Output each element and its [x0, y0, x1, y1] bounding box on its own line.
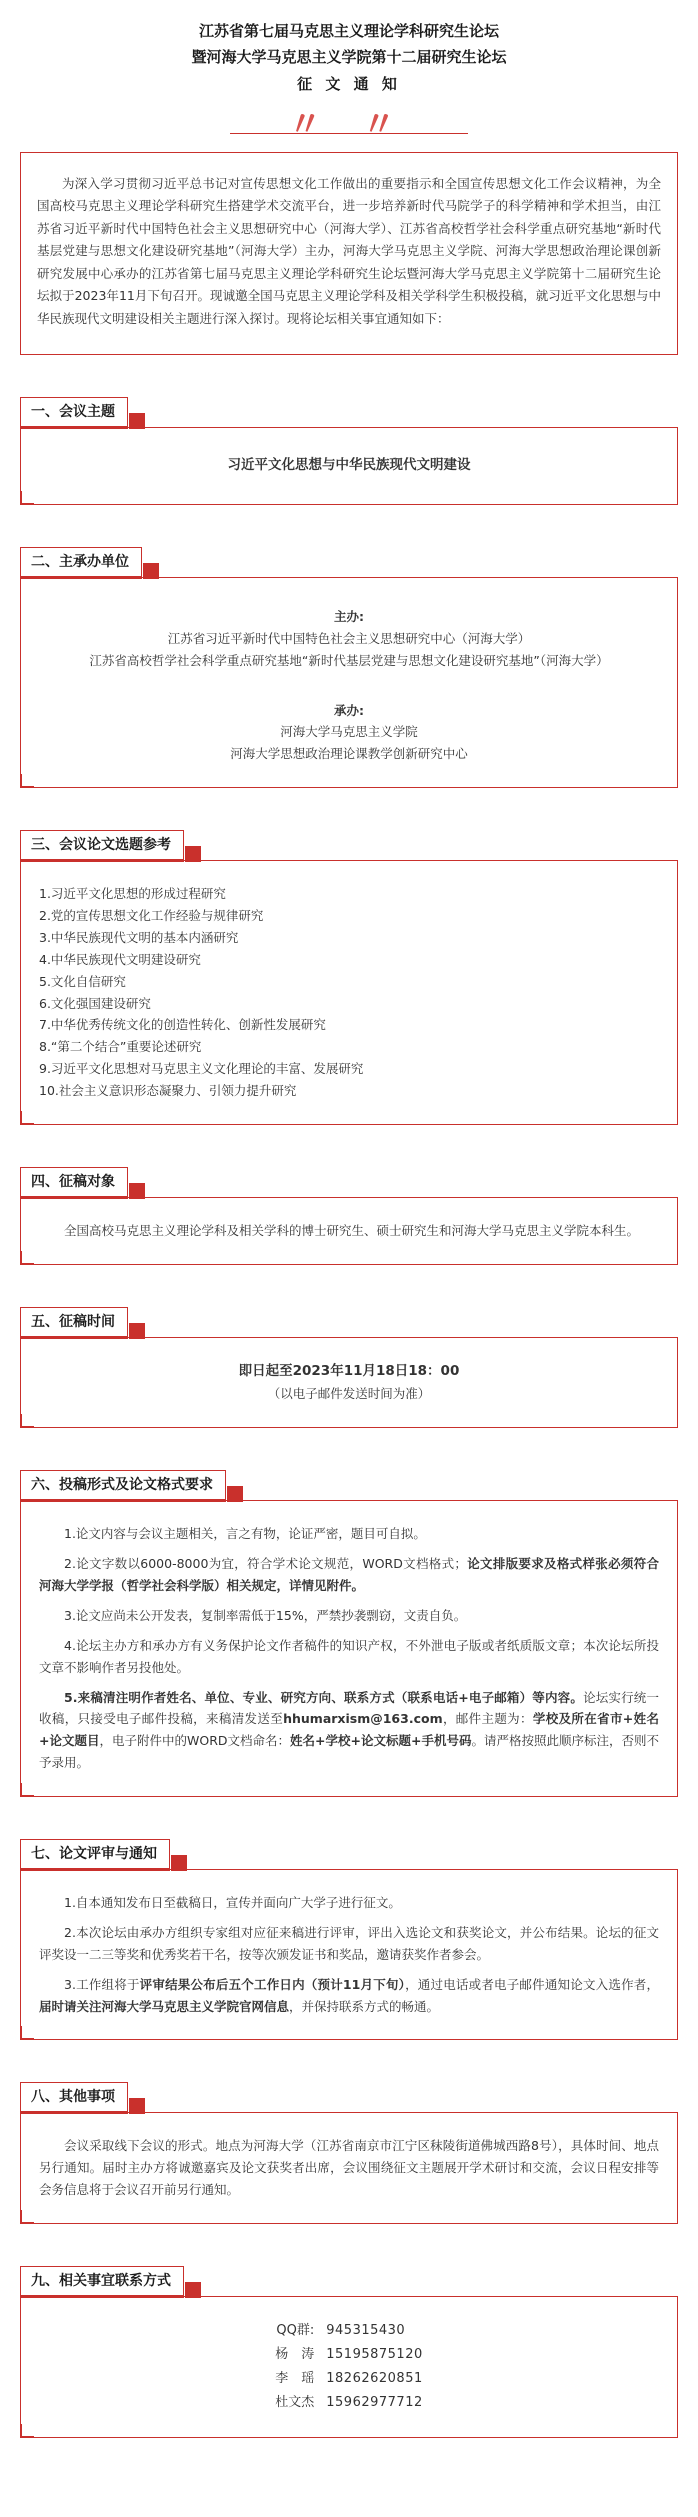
list-item: 9.习近平文化思想对马克思主义文化理论的丰富、发展研究 — [39, 1061, 364, 1077]
table-row — [269, 2391, 429, 2415]
intro-box — [20, 152, 678, 356]
review-item-1: 1.自本通知发布日至截稿日，宣传并面向广大学子进行征文。 — [64, 1895, 401, 1910]
section-deadline — [20, 1307, 678, 1429]
list-item: 5.文化自信研究 — [39, 973, 126, 989]
review-item-2: 2.本次论坛由承办方组织专家组对应征来稿进行评审，评出入选论文和获奖论文，并公布结果。论坛的征文评奖设一二三等奖和优秀奖若干名，按等次颁发证书和奖品，邀请获奖作者参会。 — [39, 1924, 659, 1962]
section-title: 二、主承办单位 — [20, 547, 142, 579]
format-item-5-text: 。请严格按照此顺序标注，否则不予录用。 — [39, 1733, 659, 1771]
host-item: 江苏省高校哲学社会科学重点研究基地“新时代基层党建与思想文化建设研究基地”（河海大学） — [89, 652, 609, 668]
list-item: 10.社会主义意识形态凝聚力、引领力提升研究 — [39, 1083, 297, 1098]
format-item-5-highlight: 5.来稿清注明作者姓名、单位、专业、研究方向、联系方式（联系电话+电子邮箱）等内容。 — [64, 1689, 584, 1705]
section-body — [20, 1869, 678, 2040]
section-body — [20, 2296, 678, 2438]
section-theme — [20, 397, 678, 505]
organizer-label: 承办: — [334, 702, 364, 718]
format-item-5-text: ，邮件主题为： — [442, 1711, 533, 1727]
section-title: 五、征稿时间 — [20, 1307, 128, 1339]
host-label: 主办: — [334, 608, 364, 624]
format-item-2-highlight: 论文排版要求及格式样张必须符合河海大学学报（哲学社会科学版）相关规定，详情见附件。 — [39, 1556, 659, 1593]
section-title: 七、论文评审与通知 — [20, 1839, 170, 1871]
email-subject-format: 学校及所在省市+姓名+论文题目 — [39, 1711, 659, 1749]
contact-label: QQ群: — [276, 2323, 315, 2338]
section-title: 四、征稿对象 — [20, 1167, 128, 1199]
section-body — [20, 1197, 678, 1265]
section-title: 三、会议论文选题参考 — [20, 830, 184, 862]
section-body — [20, 1337, 678, 1429]
contact-table — [269, 2319, 429, 2415]
review-item-3-text: 3.工作组将于 — [64, 1976, 140, 1992]
host-item: 江苏省习近平新时代中国特色社会主义思想研究中心（河海大学） — [167, 630, 531, 646]
format-item-2-text: 2.论文字数以6000-8000为宜，符合学术论文规范，WORD文档格式； — [64, 1556, 467, 1572]
section-body — [20, 577, 678, 788]
format-item-5 — [39, 1687, 659, 1775]
intro-text: 为深入学习贯彻习近平总书记对宣传思想文化工作做出的重要指示和全国宣传思想文化工作会议精神，为全国高校马克思主义理论学科研究生搭建学术交流平台，进一步培养新时代马院学子的科学精神和学术担当，由江苏省习近平新时代中国特色社会主义思想研究中心（河海大学）、江苏省高校哲学社会科学重点研究基地“新时代基层党建与思想文化建设研究基地”（河海大学）主办，河海大学马克思主义学院、河海大学思想政治理论课创新研究发展中心承办的江苏省第七届马克思主义理论学科研究生论坛暨河海大学马克思主义学院第十二届研究生论坛拟于2023年11月下旬召开。现诚邀全国马克思主义理论学科及相关学科学生积极投稿，就习近平文化思想与中华民族现代文明建设相关主题进行深入探讨。现将论坛相关事宜通知如下： — [37, 175, 661, 326]
section-title: 八、其他事项 — [20, 2082, 128, 2114]
table-row — [269, 2367, 429, 2391]
contact-label: 杜文杰 — [275, 2395, 315, 2411]
contact-value: 15195875120 — [326, 2347, 423, 2363]
format-item-2 — [39, 1553, 659, 1597]
list-item: 2.党的宣传思想文化工作经验与规律研究 — [39, 908, 264, 923]
format-item-5-text: ，电子附件中的WORD文档命名： — [99, 1733, 291, 1749]
audience-text: 全国高校马克思主义理论学科及相关学科的博士研究生、硕士研究生和河海大学马克思主义学院本科生。 — [64, 1222, 640, 1238]
title-line-1: 江苏省第七届马克思主义理论学科研究生论坛 — [198, 22, 499, 40]
title-divider — [230, 133, 468, 134]
organizer-item: 河海大学思想政治理论课教学创新研究中心 — [230, 746, 468, 762]
section-organizers — [20, 547, 678, 788]
section-body — [20, 427, 678, 505]
format-item-3: 3.论文应尚未公开发表，复制率需低于15%，严禁抄袭剽窃，文责自负。 — [64, 1607, 467, 1623]
section-topics — [20, 830, 678, 1125]
contact-value: 18262620851 — [326, 2371, 423, 2387]
title-block — [20, 0, 678, 97]
title-line-3: 征 文 通 知 — [297, 74, 401, 93]
deadline-text: 即日起至2023年11月18日18：00 — [238, 1362, 460, 1379]
list-item: 4.中华民族现代文明建设研究 — [39, 951, 201, 967]
list-item: 8.“第二个结合”重要论述研究 — [39, 1039, 202, 1055]
review-item-3-text: ，通过电话或者电子邮件通知论文入选作者， — [405, 1976, 659, 1992]
section-contacts — [20, 2266, 678, 2438]
contact-value: 945315430 — [326, 2323, 406, 2338]
title-line-2: 暨河海大学马克思主义学院第十二届研究生论坛 — [191, 48, 507, 67]
format-item-4: 4.论坛主办方和承办方有义务保护论文作者稿件的知识产权，不外泄电子版或者纸质版文章；本次论坛所投文章不影响作者另投他处。 — [39, 1637, 659, 1675]
other-text: 会议采取线下会议的形式。地点为河海大学（江苏省南京市江宁区秣陵街道佛城西路8号），具体时间、地点另行通知。届时主办方将诚邀嘉宾及论文获奖者出席，会议围绕征文主题展开学术研讨和交流，会议日程安排等会务信息将于会议召开前另行通知。 — [39, 2138, 659, 2198]
quote-decoration-icon: 〃 〃 — [288, 110, 410, 133]
contact-label: 李 瑶 — [275, 2371, 315, 2387]
section-body — [20, 2112, 678, 2224]
conference-theme: 习近平文化思想与中华民族现代文明建设 — [227, 457, 471, 474]
section-title: 六、投稿形式及论文格式要求 — [20, 1470, 226, 1502]
topic-list — [39, 883, 659, 1102]
section-title: 九、相关事宜联系方式 — [20, 2266, 184, 2298]
submission-email[interactable]: hhumarxism@163.com — [283, 1711, 443, 1727]
section-body — [20, 860, 678, 1125]
list-item: 3.中华民族现代文明的基本内涵研究 — [39, 929, 239, 945]
file-name-format: 姓名+学校+论文标题+手机号码 — [290, 1733, 472, 1749]
review-item-3 — [39, 1974, 659, 2018]
review-item-3-highlight: 评审结果公布后五个工作日内（预计11月下旬） — [139, 1976, 406, 1992]
list-item: 1.习近平文化思想的形成过程研究 — [39, 886, 226, 902]
section-title: 一、会议主题 — [20, 397, 128, 429]
deadline-note: （以电子邮件发送时间为准） — [267, 1386, 431, 1402]
format-item-1: 1.论文内容与会议主题相关，言之有物，论证严密，题目可自拟。 — [64, 1526, 426, 1542]
format-item-5-text: 论坛实行统一收稿，只接受电子邮件投稿，来稿清发送至 — [39, 1689, 659, 1727]
list-item: 6.文化强国建设研究 — [39, 995, 151, 1011]
spacer — [39, 672, 659, 694]
contact-value: 15962977712 — [326, 2395, 423, 2411]
section-format — [20, 1470, 678, 1797]
contact-label: 杨 涛 — [275, 2347, 315, 2363]
section-audience — [20, 1167, 678, 1265]
review-item-3-highlight: 届时请关注河海大学马克思主义学院官网信息 — [39, 1998, 290, 2014]
table-row — [269, 2319, 429, 2343]
section-other — [20, 2082, 678, 2224]
section-body — [20, 1500, 678, 1797]
review-item-3-text: ，并保持联系方式的畅通。 — [289, 1998, 440, 2014]
section-review — [20, 1839, 678, 2040]
list-item: 7.中华优秀传统文化的创造性转化、创新性发展研究 — [39, 1017, 326, 1033]
organizer-item: 河海大学马克思主义学院 — [280, 724, 418, 740]
table-row — [269, 2343, 429, 2367]
